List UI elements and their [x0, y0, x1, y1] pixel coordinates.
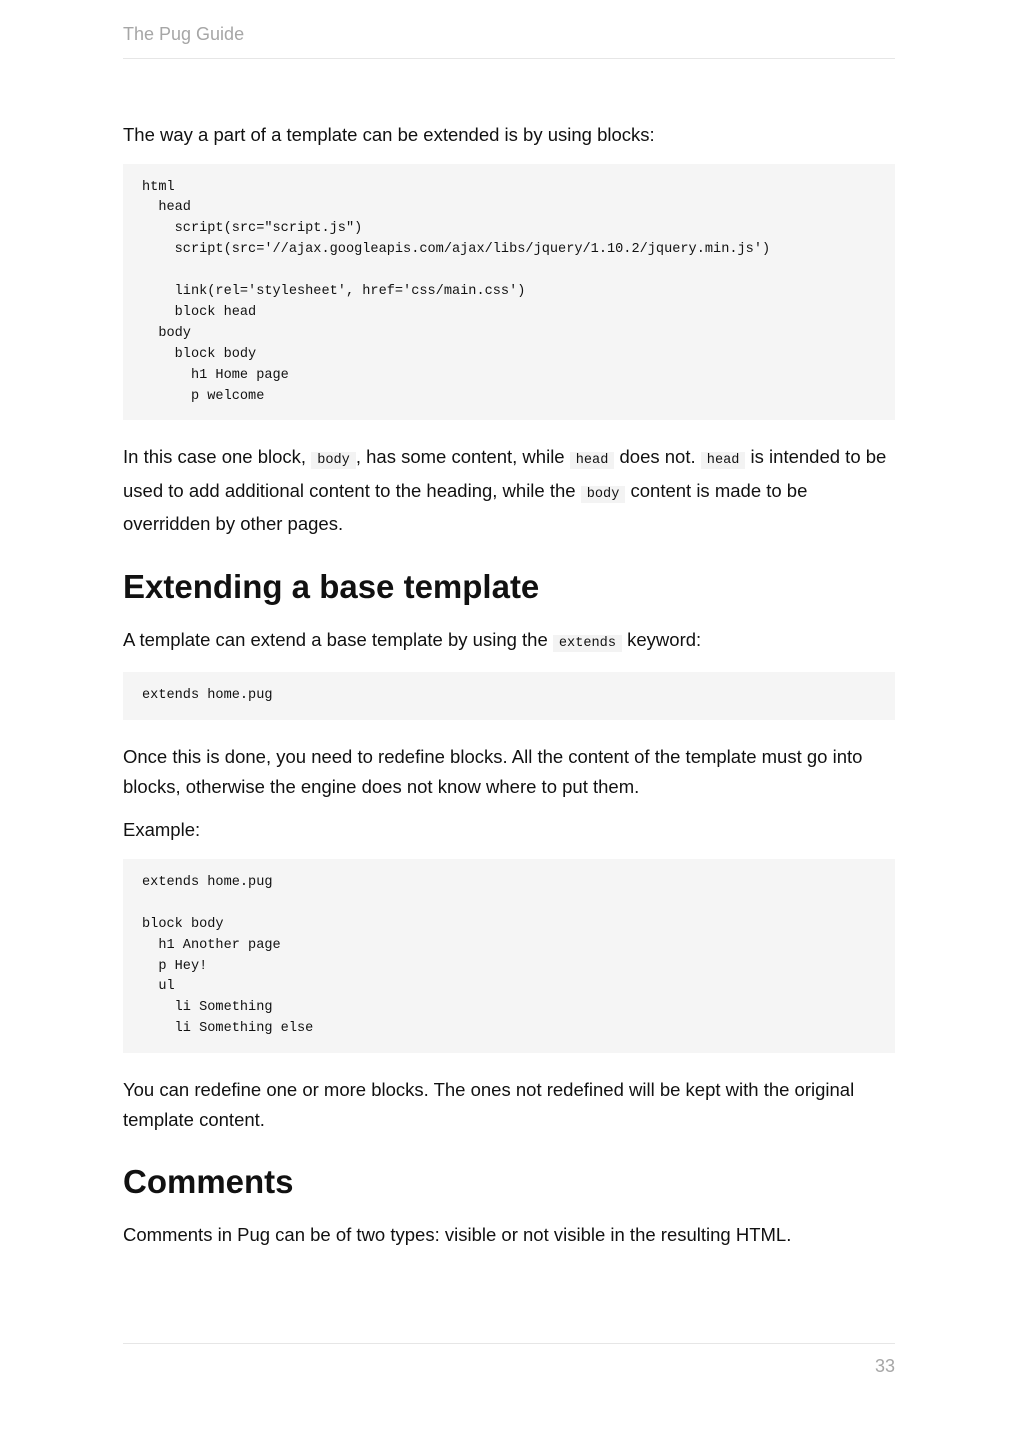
- section-heading-extending: Extending a base template: [123, 567, 540, 605]
- redefine-paragraph: Once this is done, you need to redefine blocks. All the content of the template must go into blocks, otherwise the engine does not know where to put them.: [123, 746, 863, 797]
- comments-paragraph: Comments in Pug can be of two types: visible or not visible in the resulting HTML.: [123, 1224, 792, 1246]
- inline-code-extends: extends: [553, 635, 622, 652]
- book-title: The Pug Guide: [123, 24, 245, 44]
- blocks-explanation-paragraph: [123, 442, 895, 539]
- example-label: Example:: [123, 819, 201, 841]
- page-header: [123, 22, 895, 59]
- inline-code-body: body: [581, 486, 626, 503]
- section-heading-comments: Comments: [123, 1163, 294, 1201]
- inline-code-head: head: [570, 452, 615, 469]
- redefine-note-paragraph: You can redefine one or more blocks. The ones not redefined will be kept with the original template content.: [123, 1079, 855, 1130]
- page-number: 33: [874, 1356, 895, 1376]
- text-segment: keyword:: [622, 628, 702, 650]
- inline-code-head: head: [701, 452, 746, 469]
- intro-paragraph: The way a part of a template can be extended is by using blocks:: [123, 124, 655, 145]
- page-content: [123, 120, 895, 1264]
- code-block-blocks-example: html head script(src="script.js") script(src='//ajax.googleapis.com/ajax/libs/jquery/1.10.2/jquery.min.js') link(rel='stylesheet', href='css/main.css') block head body block body h1 Home page p welcome: [123, 164, 895, 421]
- text-segment: A template can extend a base template by using the: [123, 628, 553, 650]
- text-segment: , has some content, while: [355, 446, 570, 468]
- code-block-example: extends home.pug block body h1 Another page p Hey! ul li Something li Something else: [123, 859, 895, 1053]
- text-segment: content is made to be overridden by other pages.: [123, 479, 808, 535]
- extends-intro-paragraph: [123, 625, 895, 659]
- text-segment: In this case one block,: [123, 446, 312, 468]
- code-block-extends: extends home.pug: [123, 672, 895, 720]
- text-segment: does not.: [614, 446, 701, 468]
- inline-code-body: body: [311, 452, 356, 469]
- text-segment: is intended to be used to add additional content to the heading, while the: [123, 446, 887, 501]
- page-footer: [123, 1343, 895, 1376]
